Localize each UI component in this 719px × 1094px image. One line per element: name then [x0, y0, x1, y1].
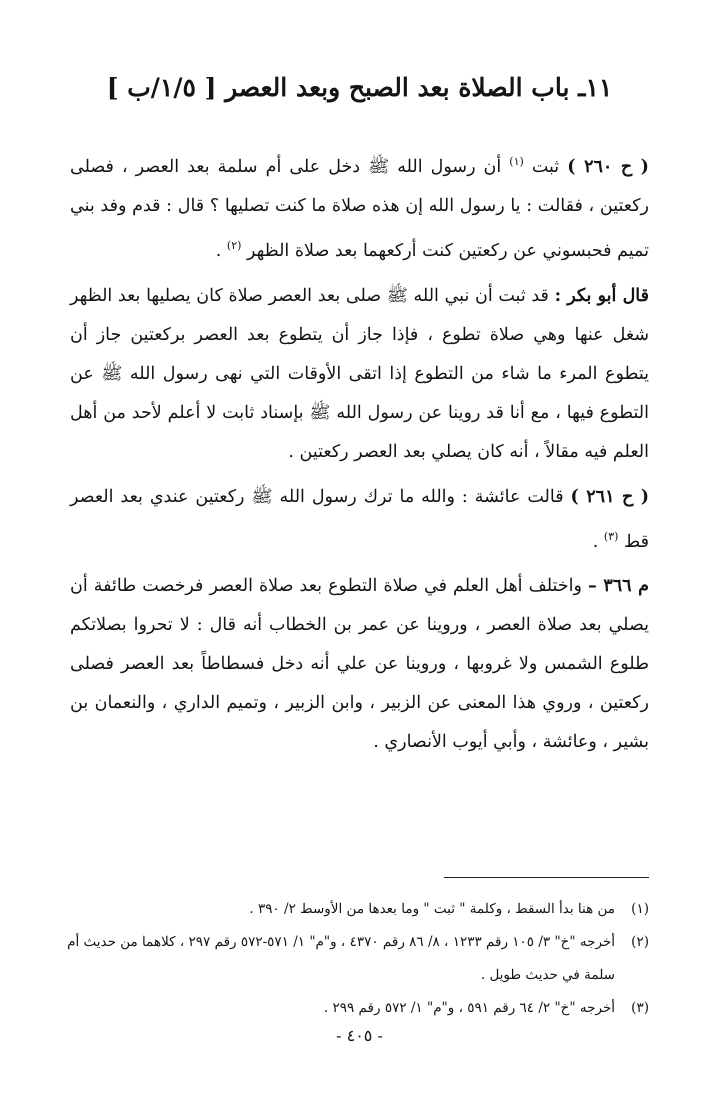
- commentary-abu-bakr: [70, 277, 649, 472]
- hadith-261: [70, 478, 649, 562]
- commentary-text: قد ثبت أن نبي الله ﷺ صلى بعد العصر صلاة كان يصليها بعد الظهر شغل عنها وهي صلاة تطوع ، فإذا جاز أن يتطوع بعد العصر بركعتين جاز أن يتطوع المرء ما شاء من التطوع إذا اتقى الأوقات التي نهى رسول الله ﷺ عن التطوع فيها ، مع أنا قد روينا عن رسول الله ﷺ بإسناد ثابت لا أعلم لأحد من أهل العلم فيه مقالاً ، أنه كان يصلي بعد العصر ركعتين .: [70, 285, 649, 462]
- footnote-text: أخرجه "خ" ٣/ ١٠٥ رقم ١٢٣٣ ، ٨/ ٨٦ رقم ٤٣٧٠ ، و"م" ١/ ٥٧١-٥٧٢ رقم ٢٩٧ ، كلاهما من حديث أم سلمة في حديث طويل .: [67, 934, 615, 983]
- hadith-text: قالت عائشة : والله ما ترك رسول الله ﷺ ركعتين عندي بعد العصر قط: [70, 486, 649, 552]
- footnote-text: من هنا بدأ السقط ، وكلمة " ثبت " وما بعدها من الأوسط ٢/ ٣٩٠ .: [249, 901, 615, 917]
- footnotes: [60, 893, 649, 1025]
- footnote-number: (٣): [631, 1000, 649, 1016]
- footnote-number: (١): [631, 901, 649, 917]
- hadith-text: أن رسول الله ﷺ دخل على أم سلمة بعد العصر ، فصلى ركعتين ، فقالت : يا رسول الله إن هذه صلاة ما كنت تصليها ؟ قال : قدم وفد بني تميم فحبسوني عن ركعتين كنت أركعهما بعد صلاة الظهر: [70, 156, 649, 261]
- footnote-divider: [444, 877, 649, 878]
- masala-text: واختلف أهل العلم في صلاة التطوع بعد صلاة العصر فرخصت طائفة أن يصلي بعد صلاة العصر ، وروينا عن عمر بن الخطاب أنه قال : لا تحروا بصلاتكم طلوع الشمس ولا غروبها ، وروينا عن علي أنه دخل فسطاطاً بعد العصر فصلى ركعتين ، وروي هذا المعنى عن الزبير ، وابن الزبير ، وتميم الداري ، والنعمان بن بشير ، وعائشة ، وأبي أيوب الأنصاري .: [70, 576, 649, 753]
- hadith-text-start: ثبت: [531, 156, 560, 177]
- page-number: - ٤٠٥ -: [336, 1026, 383, 1045]
- footnote-1: [60, 893, 649, 926]
- sentence-end: .: [592, 531, 599, 552]
- footnote-ref-1[interactable]: (١): [509, 155, 524, 168]
- hadith-260: [70, 142, 649, 271]
- hadith-number: ( ح ٢٦٠ ): [567, 156, 649, 177]
- footnote-3: [60, 992, 649, 1025]
- sentence-end: .: [215, 240, 222, 261]
- footnote-text: أخرجه "خ" ٢/ ٦٤ رقم ٥٩١ ، و"م" ١/ ٥٧٢ رقم ٢٩٩ .: [323, 1000, 615, 1016]
- footnote-ref-2[interactable]: (٢): [226, 238, 242, 252]
- footnote-2: [60, 926, 649, 992]
- commentary-lead: قال أبو بكر :: [554, 285, 649, 306]
- masala-366: [70, 567, 649, 762]
- footnote-ref-3[interactable]: (٣): [603, 529, 619, 543]
- hadith-number: ( ح ٢٦١ ): [570, 486, 649, 507]
- footnote-number: (٢): [631, 934, 649, 950]
- chapter-title: ١١ـ باب الصلاة بعد الصبح وبعد العصر [ ١/٥/ب ]: [106, 73, 613, 102]
- masala-number: م ٣٦٦ –: [588, 576, 649, 597]
